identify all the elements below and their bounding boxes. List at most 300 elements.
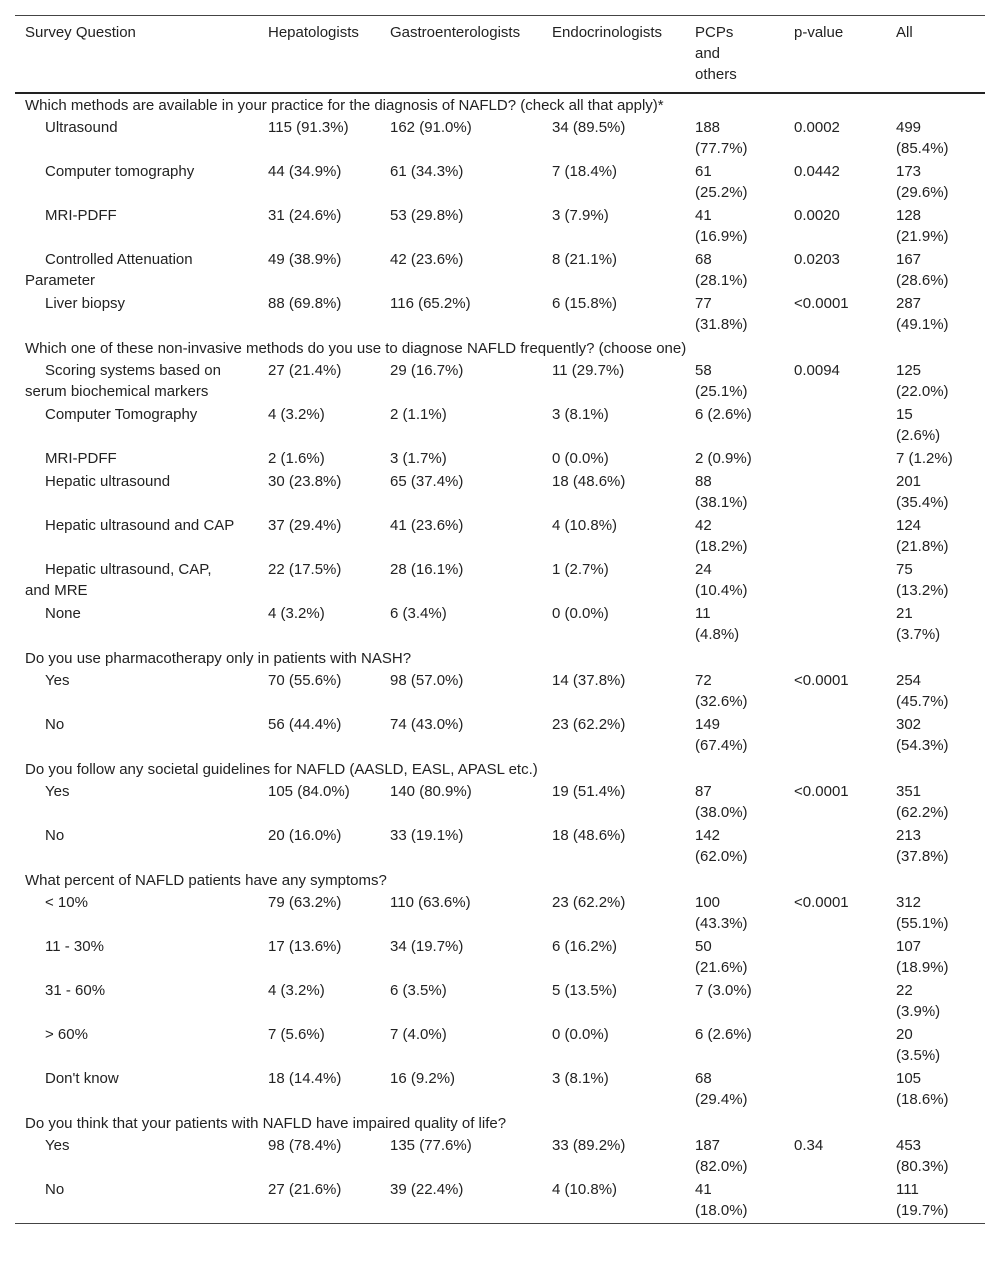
cell-p-value (794, 936, 896, 980)
cell-gastroenterologists-value: 42 (23.6%) (390, 251, 464, 268)
cell-hepatologists-value: 7 (5.6%) (268, 1026, 325, 1043)
cell-endocrinologists (552, 117, 695, 161)
cell-pcps-value: 68 (29.4%) (695, 1070, 748, 1108)
section-question: Do you think that your patients with NAFLD have impaired quality of life? (25, 1115, 507, 1132)
cell-p-value (794, 404, 896, 448)
cell-pcps-value: 72 (32.6%) (695, 672, 748, 710)
cell-hepatologists-value: 88 (69.8%) (268, 295, 342, 312)
cell-all-value: 254 (45.7%) (896, 672, 949, 710)
cell-endocrinologists (552, 1179, 695, 1224)
cell-endocrinologists (552, 515, 695, 559)
section-row (15, 1112, 985, 1135)
section-row (15, 337, 985, 360)
cell-gastroenterologists-value: 39 (22.4%) (390, 1181, 464, 1198)
cell-p-value (794, 559, 896, 603)
cell-hepatologists (268, 559, 390, 603)
table-row (15, 825, 985, 869)
cell-endocrinologists-value: 14 (37.8%) (552, 672, 626, 689)
cell-all-value: 111 (19.7%) (896, 1181, 949, 1219)
cell-endocrinologists (552, 980, 695, 1024)
cell-gastroenterologists-value: 3 (1.7%) (390, 450, 447, 467)
section-question: Which methods are available in your practice for the diagnosis of NAFLD? (check all that apply)* (25, 97, 664, 114)
cell-hepatologists (268, 161, 390, 205)
cell-hepatologists (268, 781, 390, 825)
cell-gastroenterologists-value: 6 (3.4%) (390, 605, 447, 622)
cell-endocrinologists (552, 781, 695, 825)
cell-p-value (794, 1024, 896, 1068)
answer-option-label: MRI-PDFF (45, 207, 117, 224)
cell-all-value: 20 (3.5%) (896, 1026, 941, 1064)
cell-hepatologists (268, 471, 390, 515)
cell-hepatologists-value: 20 (16.0%) (268, 827, 342, 844)
cell-pcps-value: 149 (67.4%) (695, 716, 748, 754)
table-row (15, 1068, 985, 1112)
cell-gastroenterologists (390, 892, 552, 936)
cell-pcps-value: 68 (28.1%) (695, 251, 748, 289)
cell-endocrinologists-value: 18 (48.6%) (552, 473, 626, 490)
cell-endocrinologists-value: 18 (48.6%) (552, 827, 626, 844)
cell-pcps (695, 892, 794, 936)
cell-pcps-value: 100 (43.3%) (695, 894, 748, 932)
table-row (15, 1179, 985, 1224)
cell-endocrinologists (552, 471, 695, 515)
table-row (15, 1135, 985, 1179)
cell-pcps (695, 205, 794, 249)
cell-endocrinologists (552, 825, 695, 869)
cell-all (896, 1068, 985, 1112)
cell-p-value (794, 825, 896, 869)
cell-gastroenterologists-value: 33 (19.1%) (390, 827, 464, 844)
cell-all (896, 603, 985, 647)
cell-p-value (794, 1135, 896, 1179)
section-question: What percent of NAFLD patients have any symptoms? (25, 872, 387, 889)
cell-endocrinologists (552, 161, 695, 205)
cell-hepatologists (268, 293, 390, 337)
cell-all-value: 302 (54.3%) (896, 716, 949, 754)
cell-hepatologists-value: 44 (34.9%) (268, 163, 342, 180)
cell-pcps (695, 404, 794, 448)
cell-hepatologists (268, 936, 390, 980)
cell-gastroenterologists (390, 936, 552, 980)
cell-hepatologists-value: 115 (91.3%) (268, 119, 349, 136)
cell-all (896, 980, 985, 1024)
table-row (15, 117, 985, 161)
cell-all-value: 499 (85.4%) (896, 119, 949, 157)
cell-all (896, 360, 985, 404)
section-question: Which one of these non-invasive methods do you use to diagnose NAFLD frequently? (choose one) (25, 340, 687, 357)
answer-option-label: Yes (45, 1137, 70, 1154)
cell-all-value: 107 (18.9%) (896, 938, 949, 976)
cell-all-value: 7 (1.2%) (896, 450, 953, 467)
cell-p-value-value: 0.0094 (794, 362, 840, 379)
cell-pcps (695, 249, 794, 293)
cell-p-value (794, 714, 896, 758)
cell-p-value-value: <0.0001 (794, 672, 849, 689)
cell-gastroenterologists (390, 448, 552, 471)
cell-hepatologists (268, 448, 390, 471)
section-row (15, 93, 985, 117)
cell-p-value (794, 293, 896, 337)
cell-hepatologists (268, 249, 390, 293)
cell-gastroenterologists-value: 110 (63.6%) (390, 894, 471, 911)
table-row (15, 670, 985, 714)
cell-gastroenterologists-value: 116 (65.2%) (390, 295, 471, 312)
cell-endocrinologists (552, 448, 695, 471)
cell-pcps (695, 515, 794, 559)
cell-hepatologists-value: 30 (23.8%) (268, 473, 342, 490)
cell-endocrinologists-value: 11 (29.7%) (552, 362, 625, 379)
cell-hepatologists (268, 404, 390, 448)
cell-endocrinologists (552, 714, 695, 758)
cell-endocrinologists-value: 4 (10.8%) (552, 1181, 618, 1198)
table-row (15, 205, 985, 249)
cell-pcps-value: 87 (38.0%) (695, 783, 748, 821)
header-all: All (896, 16, 985, 94)
cell-hepatologists-value: 18 (14.4%) (268, 1070, 342, 1087)
cell-hepatologists (268, 670, 390, 714)
cell-hepatologists (268, 360, 390, 404)
table-row (15, 936, 985, 980)
table-row (15, 714, 985, 758)
cell-pcps-value: 42 (18.2%) (695, 517, 748, 555)
cell-p-value-value: <0.0001 (794, 894, 849, 911)
cell-all (896, 515, 985, 559)
answer-option-label: 31 - 60% (45, 982, 106, 999)
cell-hepatologists-value: 2 (1.6%) (268, 450, 325, 467)
cell-endocrinologists-value: 7 (18.4%) (552, 163, 618, 180)
cell-endocrinologists (552, 603, 695, 647)
cell-all (896, 249, 985, 293)
cell-p-value-value: 0.0020 (794, 207, 840, 224)
cell-hepatologists-value: 70 (55.6%) (268, 672, 342, 689)
cell-pcps (695, 448, 794, 471)
cell-all (896, 825, 985, 869)
cell-gastroenterologists-value: 140 (80.9%) (390, 783, 472, 800)
cell-hepatologists-value: 79 (63.2%) (268, 894, 342, 911)
cell-pcps-value: 24 (10.4%) (695, 561, 748, 599)
cell-hepatologists (268, 1135, 390, 1179)
cell-endocrinologists-value: 0 (0.0%) (552, 605, 609, 622)
cell-hepatologists-value: 17 (13.6%) (268, 938, 342, 955)
cell-endocrinologists-value: 8 (21.1%) (552, 251, 618, 268)
cell-p-value-value: <0.0001 (794, 295, 849, 312)
table-header (15, 16, 985, 94)
cell-all-value: 173 (29.6%) (896, 163, 949, 201)
answer-option-label: Hepatic ultrasound and CAP (45, 517, 235, 534)
section-row (15, 758, 985, 781)
header-pcps-text: PCPs and others (695, 24, 737, 83)
cell-gastroenterologists (390, 825, 552, 869)
cell-p-value (794, 161, 896, 205)
cell-pcps (695, 360, 794, 404)
answer-option-label: Hepatic ultrasound (45, 473, 171, 490)
cell-endocrinologists-value: 0 (0.0%) (552, 450, 609, 467)
cell-p-value (794, 117, 896, 161)
cell-gastroenterologists-value: 41 (23.6%) (390, 517, 464, 534)
cell-p-value (794, 603, 896, 647)
cell-gastroenterologists (390, 205, 552, 249)
answer-option-label: > 60% (45, 1026, 88, 1043)
header-endocrinologists: Endocrinologists (552, 16, 695, 94)
cell-pcps-value: 2 (0.9%) (695, 450, 752, 467)
cell-gastroenterologists-value: 162 (91.0%) (390, 119, 472, 136)
cell-gastroenterologists-value: 29 (16.7%) (390, 362, 464, 379)
table-row (15, 404, 985, 448)
cell-all-value: 201 (35.4%) (896, 473, 949, 511)
cell-all (896, 1024, 985, 1068)
cell-p-value (794, 515, 896, 559)
cell-gastroenterologists-value: 34 (19.7%) (390, 938, 464, 955)
cell-gastroenterologists-value: 65 (37.4%) (390, 473, 464, 490)
cell-endocrinologists (552, 1068, 695, 1112)
cell-gastroenterologists (390, 471, 552, 515)
cell-gastroenterologists (390, 603, 552, 647)
cell-endocrinologists-value: 19 (51.4%) (552, 783, 626, 800)
cell-pcps-value: 88 (38.1%) (695, 473, 748, 511)
cell-all (896, 117, 985, 161)
cell-pcps (695, 825, 794, 869)
cell-pcps (695, 1179, 794, 1224)
cell-endocrinologists-value: 4 (10.8%) (552, 517, 618, 534)
cell-pcps (695, 714, 794, 758)
cell-pcps-value: 50 (21.6%) (695, 938, 748, 976)
cell-all (896, 404, 985, 448)
answer-option-label: Scoring systems based on serum biochemical markers (25, 362, 221, 400)
cell-endocrinologists (552, 293, 695, 337)
cell-gastroenterologists (390, 670, 552, 714)
table-row (15, 471, 985, 515)
cell-pcps-value: 6 (2.6%) (695, 1026, 752, 1043)
cell-p-value (794, 980, 896, 1024)
section-question: Do you use pharmacotherapy only in patients with NASH? (25, 650, 412, 667)
cell-all-value: 105 (18.6%) (896, 1070, 949, 1108)
header-row (15, 16, 985, 94)
cell-hepatologists-value: 49 (38.9%) (268, 251, 342, 268)
cell-pcps-value: 187 (82.0%) (695, 1137, 748, 1175)
cell-p-value-value: 0.0442 (794, 163, 840, 180)
answer-option-label: Yes (45, 783, 70, 800)
cell-gastroenterologists-value: 98 (57.0%) (390, 672, 464, 689)
cell-pcps (695, 670, 794, 714)
cell-hepatologists-value: 37 (29.4%) (268, 517, 342, 534)
cell-all-value: 75 (13.2%) (896, 561, 949, 599)
cell-p-value (794, 892, 896, 936)
cell-p-value (794, 670, 896, 714)
cell-pcps (695, 1024, 794, 1068)
cell-p-value (794, 1179, 896, 1224)
cell-pcps-value: 41 (18.0%) (695, 1181, 748, 1219)
cell-gastroenterologists (390, 161, 552, 205)
cell-pcps (695, 471, 794, 515)
survey-results-table (15, 15, 985, 1224)
answer-option-label: Computer Tomography (45, 406, 198, 423)
cell-pcps (695, 293, 794, 337)
cell-pcps-value: 142 (62.0%) (695, 827, 748, 865)
cell-gastroenterologists (390, 1179, 552, 1224)
table-row (15, 448, 985, 471)
cell-p-value-value: 0.34 (794, 1137, 824, 1154)
cell-hepatologists-value: 105 (84.0%) (268, 783, 350, 800)
cell-all (896, 293, 985, 337)
cell-p-value (794, 360, 896, 404)
cell-all (896, 714, 985, 758)
cell-all (896, 781, 985, 825)
cell-gastroenterologists (390, 980, 552, 1024)
cell-gastroenterologists (390, 360, 552, 404)
cell-p-value (794, 448, 896, 471)
cell-hepatologists (268, 1179, 390, 1224)
cell-gastroenterologists (390, 293, 552, 337)
cell-gastroenterologists-value: 61 (34.3%) (390, 163, 464, 180)
cell-p-value-value: 0.0203 (794, 251, 840, 268)
cell-endocrinologists-value: 6 (15.8%) (552, 295, 618, 312)
cell-p-value-value: 0.0002 (794, 119, 840, 136)
cell-endocrinologists (552, 1135, 695, 1179)
answer-option-label: MRI-PDFF (45, 450, 117, 467)
cell-hepatologists (268, 714, 390, 758)
cell-gastroenterologists-value: 16 (9.2%) (390, 1070, 456, 1087)
answer-option-label: Controlled Attenuation Parameter (25, 251, 193, 289)
cell-hepatologists-value: 98 (78.4%) (268, 1137, 342, 1154)
cell-pcps-value: 6 (2.6%) (695, 406, 752, 423)
header-gastroenterologists: Gastroenterologists (390, 16, 552, 94)
cell-endocrinologists (552, 892, 695, 936)
cell-endocrinologists-value: 5 (13.5%) (552, 982, 618, 999)
cell-endocrinologists-value: 1 (2.7%) (552, 561, 609, 578)
answer-option-label: Ultrasound (45, 119, 118, 136)
cell-all (896, 205, 985, 249)
header-p-value: p-value (794, 16, 896, 94)
cell-gastroenterologists-value: 135 (77.6%) (390, 1137, 472, 1154)
cell-gastroenterologists (390, 1068, 552, 1112)
cell-hepatologists-value: 27 (21.4%) (268, 362, 342, 379)
header-pcps-and-others (695, 16, 794, 94)
cell-all-value: 125 (22.0%) (896, 362, 949, 400)
cell-all-value: 21 (3.7%) (896, 605, 941, 643)
cell-endocrinologists (552, 404, 695, 448)
cell-p-value (794, 781, 896, 825)
cell-pcps (695, 1135, 794, 1179)
cell-hepatologists-value: 31 (24.6%) (268, 207, 342, 224)
table-row (15, 1024, 985, 1068)
cell-all (896, 1135, 985, 1179)
cell-hepatologists-value: 22 (17.5%) (268, 561, 342, 578)
table-row (15, 360, 985, 404)
cell-endocrinologists (552, 559, 695, 603)
cell-gastroenterologists (390, 714, 552, 758)
table-row (15, 515, 985, 559)
cell-endocrinologists-value: 34 (89.5%) (552, 119, 626, 136)
cell-hepatologists (268, 205, 390, 249)
cell-all-value: 22 (3.9%) (896, 982, 941, 1020)
cell-p-value (794, 1068, 896, 1112)
cell-gastroenterologists-value: 2 (1.1%) (390, 406, 447, 423)
cell-pcps-value: 41 (16.9%) (695, 207, 748, 245)
cell-pcps (695, 117, 794, 161)
cell-all-value: 124 (21.8%) (896, 517, 949, 555)
table-row (15, 980, 985, 1024)
cell-hepatologists-value: 4 (3.2%) (268, 982, 325, 999)
cell-pcps-value: 188 (77.7%) (695, 119, 748, 157)
cell-hepatologists-value: 4 (3.2%) (268, 406, 325, 423)
cell-all (896, 1179, 985, 1224)
cell-all-value: 128 (21.9%) (896, 207, 949, 245)
cell-hepatologists-value: 4 (3.2%) (268, 605, 325, 622)
cell-p-value-value: <0.0001 (794, 783, 849, 800)
cell-all (896, 448, 985, 471)
cell-all (896, 892, 985, 936)
answer-option-label: No (45, 827, 65, 844)
cell-pcps (695, 980, 794, 1024)
cell-hepatologists (268, 980, 390, 1024)
answer-option-label: Don't know (45, 1070, 119, 1087)
cell-all-value: 15 (2.6%) (896, 406, 941, 444)
cell-endocrinologists-value: 3 (8.1%) (552, 1070, 609, 1087)
cell-endocrinologists (552, 1024, 695, 1068)
cell-gastroenterologists-value: 74 (43.0%) (390, 716, 464, 733)
cell-pcps-value: 58 (25.1%) (695, 362, 748, 400)
answer-option-label: < 10% (45, 894, 88, 911)
cell-hepatologists (268, 515, 390, 559)
table-row (15, 249, 985, 293)
cell-p-value (794, 471, 896, 515)
cell-gastroenterologists-value: 53 (29.8%) (390, 207, 464, 224)
cell-gastroenterologists (390, 781, 552, 825)
cell-gastroenterologists (390, 1135, 552, 1179)
cell-gastroenterologists (390, 249, 552, 293)
cell-gastroenterologists (390, 515, 552, 559)
cell-p-value (794, 205, 896, 249)
answer-option-label: Yes (45, 672, 70, 689)
cell-hepatologists-value: 27 (21.6%) (268, 1181, 342, 1198)
cell-all-value: 351 (62.2%) (896, 783, 949, 821)
cell-p-value (794, 249, 896, 293)
cell-gastroenterologists-value: 6 (3.5%) (390, 982, 447, 999)
cell-all (896, 161, 985, 205)
cell-endocrinologists-value: 6 (16.2%) (552, 938, 618, 955)
cell-pcps-value: 11 (4.8%) (695, 605, 740, 643)
cell-gastroenterologists (390, 1024, 552, 1068)
cell-pcps (695, 161, 794, 205)
cell-pcps (695, 559, 794, 603)
cell-gastroenterologists-value: 28 (16.1%) (390, 561, 464, 578)
answer-option-label: Hepatic ultrasound, CAP, and MRE (25, 561, 212, 599)
cell-hepatologists (268, 603, 390, 647)
answer-option-label: Liver biopsy (45, 295, 126, 312)
cell-endocrinologists (552, 249, 695, 293)
cell-endocrinologists-value: 3 (8.1%) (552, 406, 609, 423)
answer-option-label: None (45, 605, 81, 622)
cell-hepatologists (268, 892, 390, 936)
cell-all-value: 167 (28.6%) (896, 251, 949, 289)
cell-endocrinologists (552, 670, 695, 714)
answer-option-label: 11 - 30% (45, 938, 104, 955)
cell-all (896, 670, 985, 714)
cell-hepatologists-value: 56 (44.4%) (268, 716, 342, 733)
cell-pcps (695, 781, 794, 825)
cell-hepatologists (268, 1024, 390, 1068)
cell-pcps-value: 61 (25.2%) (695, 163, 748, 201)
cell-all-value: 213 (37.8%) (896, 827, 949, 865)
cell-endocrinologists (552, 936, 695, 980)
cell-endocrinologists-value: 23 (62.2%) (552, 716, 626, 733)
table-body (15, 93, 985, 1224)
cell-all (896, 936, 985, 980)
table-row (15, 603, 985, 647)
cell-all-value: 287 (49.1%) (896, 295, 949, 333)
answer-option-label: Computer tomography (45, 163, 195, 180)
cell-endocrinologists (552, 360, 695, 404)
